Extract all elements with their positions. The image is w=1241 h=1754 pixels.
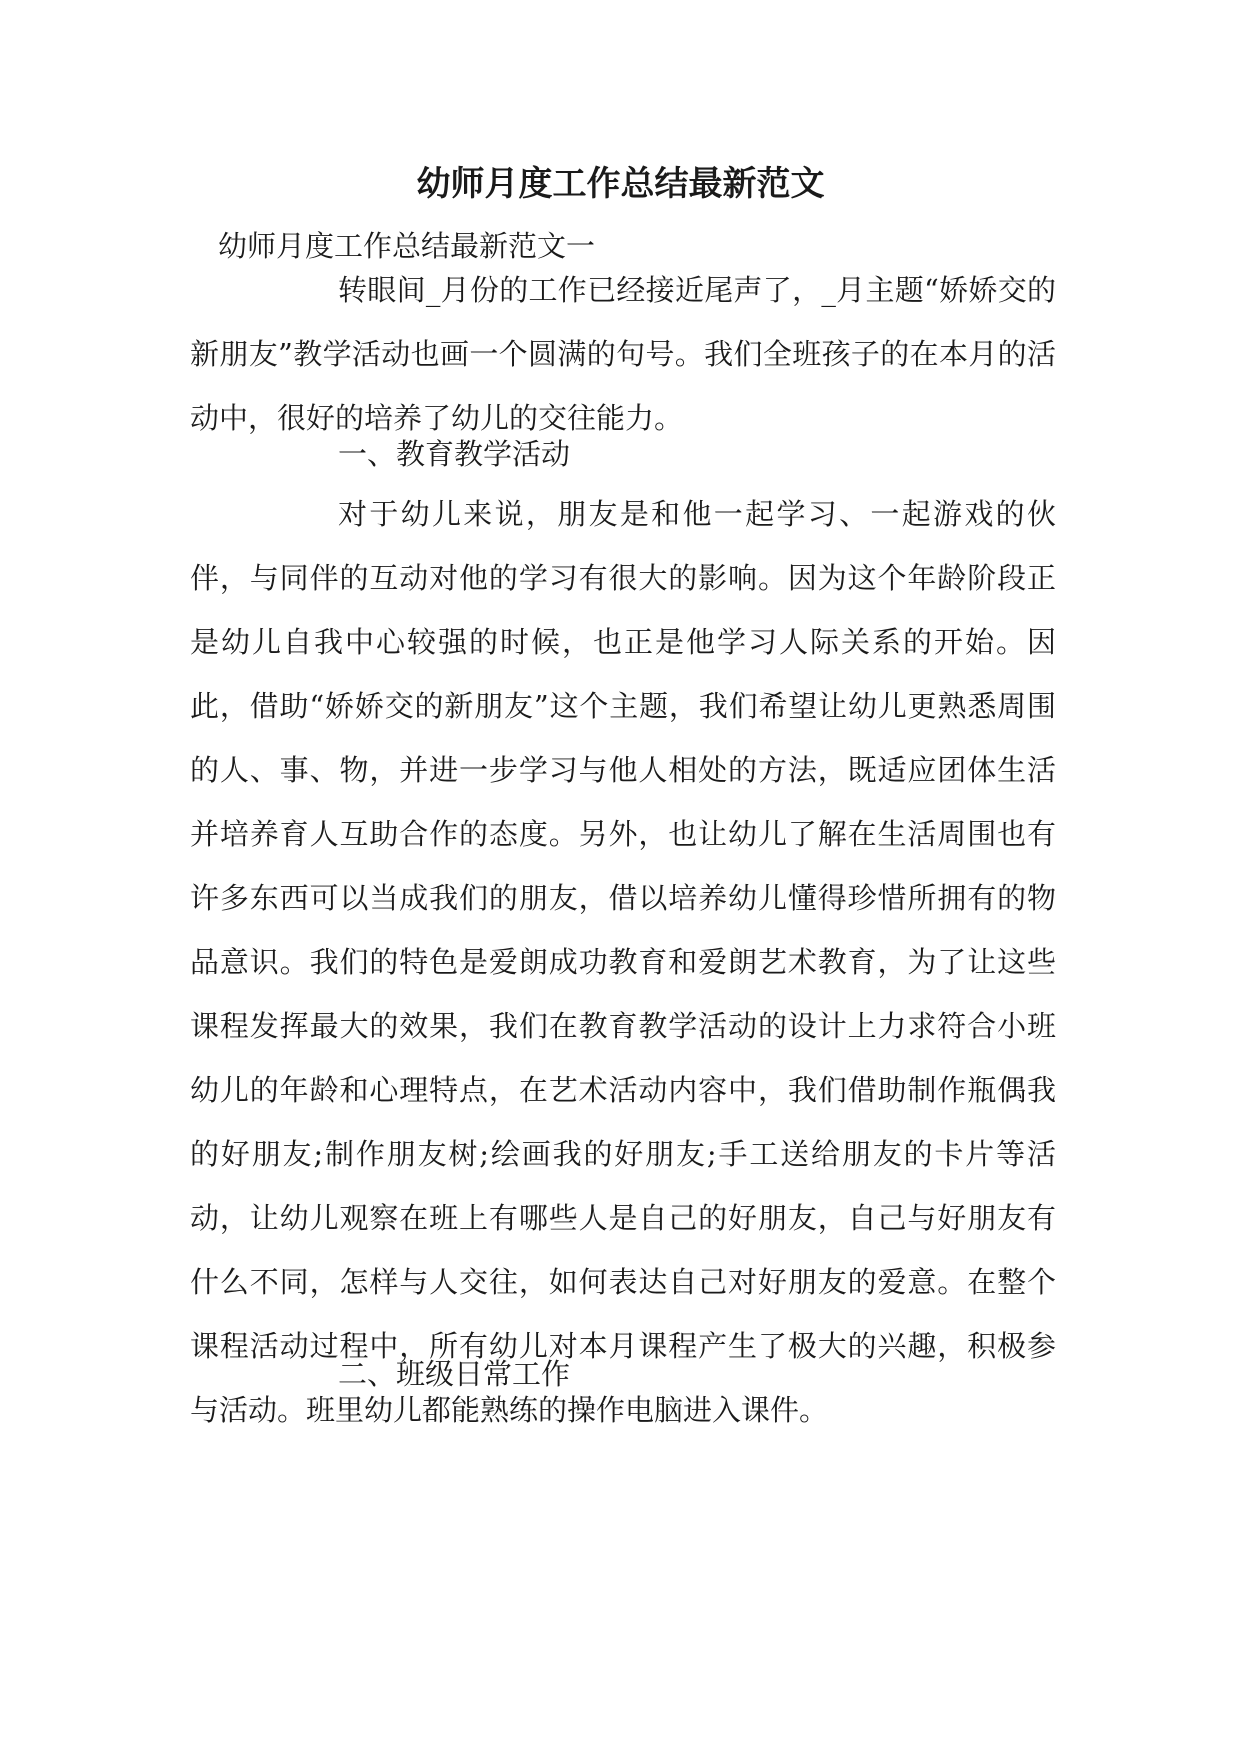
document-title: 幼师月度工作总结最新范文 — [416, 164, 825, 204]
document-subtitle: 幼师月度工作总结最新范文一 — [218, 229, 596, 263]
section-heading-daily-work: 二、班级日常工作 — [338, 1357, 571, 1391]
section-heading-teaching: 一、教育教学活动 — [338, 437, 571, 471]
paragraph-intro: 转眼间_月份的工作已经接近尾声了，_月主题“娇娇交的新朋友”教学活动也画一个圆满的句号。我们全班孩子的在本月的活动中，很好的培养了幼儿的交往能力。 — [190, 273, 1056, 435]
paragraph-teaching: 对于幼儿来说，朋友是和他一起学习、一起游戏的伙伴，与同伴的互动对他的学习有很大的影响。因为这个年龄阶段正是幼儿自我中心较强的时候，也正是他学习人际关系的开始。因此，借助“娇娇交的新朋友”这个主题，我们希望让幼儿更熟悉周围的人、事、物，并进一步学习与他人相处的方法，既适应团体生活并培养育人互助合作的态度。另外，也让幼儿了解在生活周围也有许多东西可以当成我们的朋友，借以培养幼儿懂得珍惜所拥有的物品意识。我们的特色是爱朗成功教育和爱朗艺术教育，为了让这些课程发挥最大的效果，我们在教育教学活动的设计上力求符合小班幼儿的年龄和心理特点，在艺术活动内容中，我们借助制作瓶偶我的好朋友;制作朋友树;绘画我的好朋友;手工送给朋友的卡片等活动，让幼儿观察在班上有哪些人是自己的好朋友，自己与好朋友有什么不同，怎样与人交往，如何表达自己对好朋友的爱意。在整个课程活动过程中，所有幼儿对本月课程产生了极大的兴趣，积极参与活动。班里幼儿都能熟练的操作电脑进入课件。 — [190, 497, 1056, 1427]
